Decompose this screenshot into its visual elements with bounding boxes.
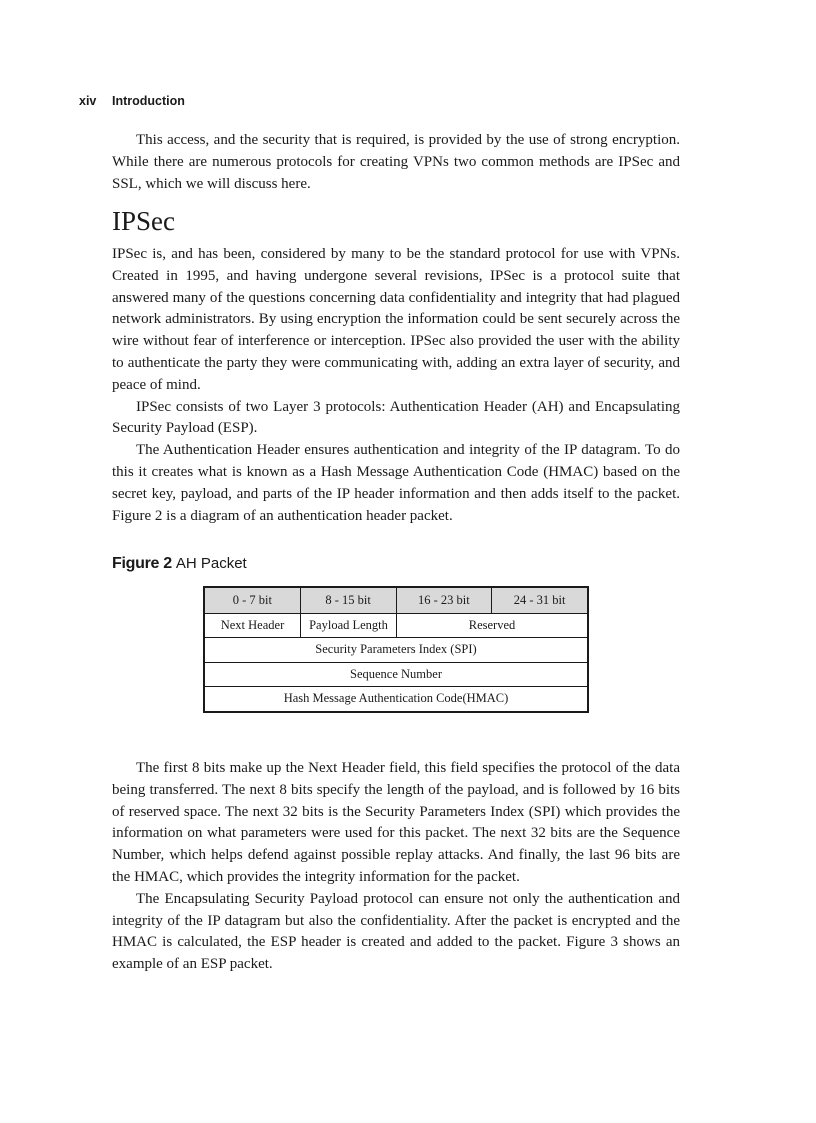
figure-number: Figure 2	[112, 555, 172, 572]
field-row	[205, 686, 587, 711]
ah-packet-diagram	[203, 586, 589, 713]
bit-header-cell: 0 - 7 bit	[205, 588, 300, 613]
closing-block	[112, 758, 680, 976]
section-title: Introduction	[112, 94, 185, 108]
bit-header-cell: 8 - 15 bit	[300, 588, 396, 613]
ipsec-paragraph-1: IPSec is, and has been, considered by many to be the standard protocol for use with VPNs. Created in 1995, and having undergone several revisions, IPSec is a protocol suite that answered many of the questions concerning data confidentiality and integrity that had plagued network administrators. By using encryption the information could be sent securely across the wire without fear of interference or interception. IPSec also provided the user with the ability to authenticate the party they were communicating with, adding an extra layer of security, and peace of mind.	[112, 246, 680, 393]
intro-paragraph: This access, and the security that is required, is provided by the use of strong encryption. While there are numerous protocols for creating VPNs two common methods are IPSec and SSL, which we will discuss here.	[112, 132, 680, 192]
closing-paragraph-1: The first 8 bits make up the Next Header field, this field specifies the protocol of the data being transferred. The next 8 bits specify the length of the payload, and is followed by 16 bits of reserved space. The next 32 bits is the Security Parameters Index (SPI) which provides the information on what parameters were used for this packet. The next 32 bits are the Sequence Number, which helps defend against possible replay attacks. And finally, the last 96 bits are the HMAC, which provides the integrity information for the packet.	[112, 760, 680, 885]
next-header-field: Next Header	[220, 617, 285, 632]
ipsec-paragraph-2: IPSec consists of two Layer 3 protocols: Authentication Header (AH) and Encapsulating Security Payload (ESP).	[112, 398, 680, 437]
field-row	[205, 637, 587, 662]
running-header	[79, 94, 185, 108]
sequence-number-field: Sequence Number	[350, 666, 442, 681]
page-number: xiv	[79, 94, 97, 108]
bit-header-cell: 16 - 23 bit	[396, 588, 492, 613]
bit-header-row	[205, 588, 587, 613]
field-row	[205, 662, 587, 687]
intro-block	[112, 130, 680, 195]
bit-header-cell: 24 - 31 bit	[491, 588, 587, 613]
ipsec-paragraph-3: The Authentication Header ensures authentication and integrity of the IP datagram. To do this it creates what is known as a Hash Message Authentication Code (HMAC) based on the secret key, payload, and parts of the IP header information and then adds itself to the packet. Figure 2 is a diagram of an authentication header packet.	[112, 442, 680, 524]
spi-field: Security Parameters Index (SPI)	[315, 642, 477, 657]
field-row	[205, 613, 587, 638]
hmac-field: Hash Message Authentication Code(HMAC)	[283, 691, 509, 706]
figure-title: AH Packet	[175, 555, 247, 572]
payload-length-field: Payload Length	[300, 614, 396, 638]
closing-paragraph-2: The Encapsulating Security Payload protocol can ensure not only the authentication and integrity of the IP datagram but also the confidentiality. After the packet is encrypted and the HMAC is calculated, the ESP header is created and added to the packet. Figure 3 shows an example of an ESP packet.	[112, 890, 680, 973]
reserved-field: Reserved	[396, 614, 587, 638]
ipsec-block	[112, 244, 680, 527]
section-heading: IPSec	[112, 206, 175, 236]
figure-caption	[112, 555, 247, 573]
